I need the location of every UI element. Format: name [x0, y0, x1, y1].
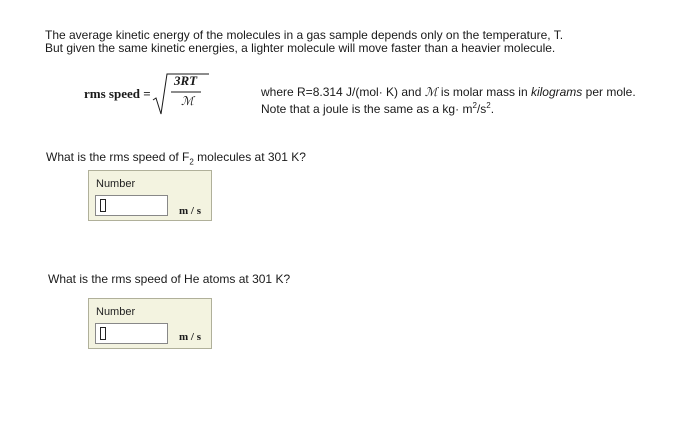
question-1-number-input[interactable] — [95, 195, 168, 216]
question-2-number-input[interactable] — [95, 323, 168, 344]
input-cursor — [100, 327, 106, 340]
input-cursor — [100, 199, 106, 212]
rms-speed-formula — [84, 72, 244, 116]
number-label: Number — [96, 306, 136, 318]
explanation-line-1: where R=8.314 J/(mol· K) and ℳ is molar mass in kilograms per mole. — [261, 85, 636, 99]
number-label: Number — [96, 178, 136, 190]
formula-label: rms speed = — [84, 86, 151, 101]
explanation-line-2: Note that a joule is the same as a $kg\cdot m^2/s^2$. — [261, 101, 495, 116]
question-2-unit: m / s — [179, 331, 201, 343]
molar-mass-symbol: ℳ — [424, 85, 438, 99]
formula-explanation — [261, 86, 636, 116]
intro-text — [45, 29, 665, 55]
intro-line-2: But given the same kinetic energies, a lighter molecule will move faster than a heavier molecule. — [45, 41, 556, 55]
question-2-text: What is the rms speed of He atoms at 301 K? — [48, 272, 291, 286]
question-1-text: What is the rms speed of $F_2$ molecules at 301 K? — [46, 150, 306, 167]
formula-numerator: 3RT — [174, 73, 198, 88]
intro-line-1: The average kinetic energy of the molecules in a gas sample depends only on the temperature, T. — [45, 28, 564, 42]
formula-denominator: ℳ — [181, 94, 194, 108]
question-1-unit: m / s — [179, 205, 201, 217]
